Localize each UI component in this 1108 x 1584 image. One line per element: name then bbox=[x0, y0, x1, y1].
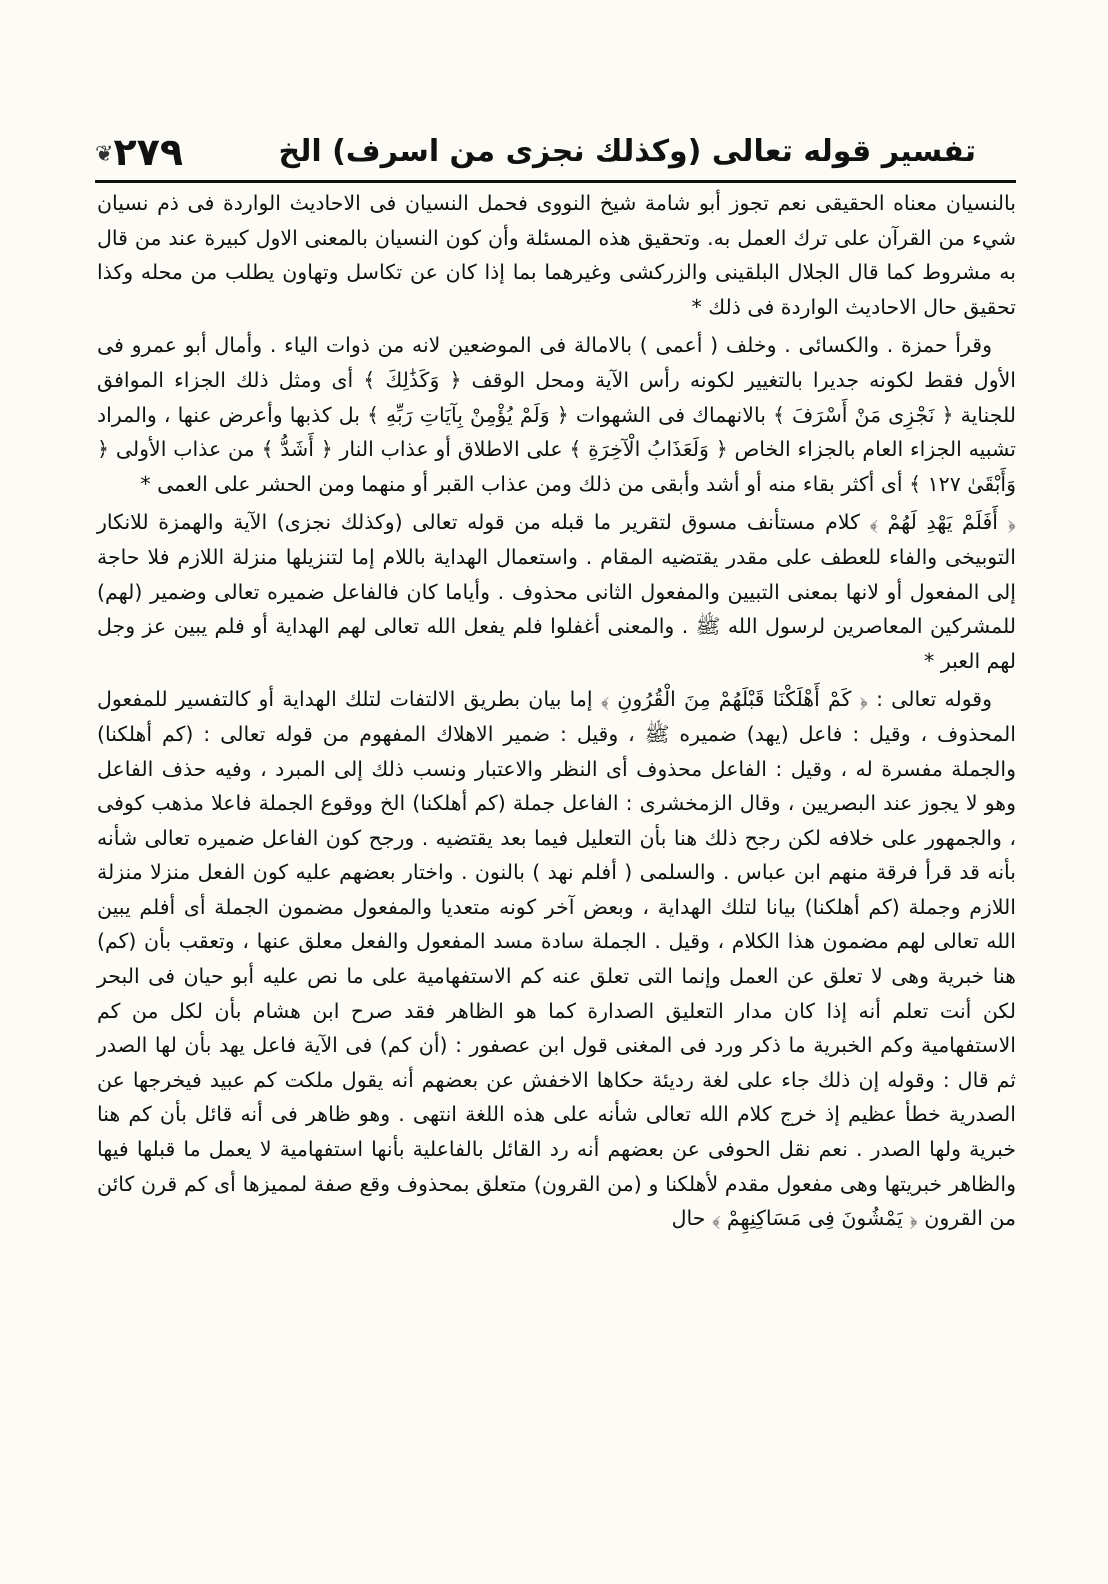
paragraph: بالنسيان معناه الحقيقى نعم تجوز أبو شامة شيخ النووى فحمل النسيان فى الاحاديث الواردة فى ذم نسيان شيء من القرآن على ترك العمل به. وتحقيق هذه المسئلة وأن كون النسيان بالمعنى الاول كبيرة عند من قال به مشروط كما قال الجلال البلقينى والزركشى وغيرهما بما إذا كان عن تكاسل وتهاون يطلب من محله وكذا تحقيق حال الاحاديث الواردة فى ذلك * bbox=[97, 191, 1016, 319]
paragraph: ﴿ أَفَلَمْ يَهْدِ لَهُمْ ﴾ كلام مستأنف مسوق لتقرير ما قبله من قوله تعالى (وكذلك نجزى) الآية والهمزة للانكار التوبيخى والفاء للعطف على مقدر يقتضيه المقام . واستعمال الهداية باللام إما لتنزيلها منزلة اللازم فلا حاجة إلى المفعول أو لانها بمعنى التبيين والمفعول الثانى محذوف . وأياما كان فالفاعل ضميره تعالى وضمير (لهم) للمشركين المعاصرين لرسول الله ﷺ . والمعنى أغفلوا فلم يفعل الله تعالى لهم الهداية أو فلم يبين عز وجل لهم العبر * bbox=[97, 510, 1016, 673]
page-number: ٢٧٩ bbox=[113, 130, 184, 174]
page-header bbox=[95, 128, 1016, 182]
ornament-icon: ❦ bbox=[95, 142, 114, 167]
body-text bbox=[97, 186, 1016, 1236]
paragraph: وقرأ حمزة . والكسائى . وخلف ( أعمى ) بالامالة فى الموضعين لانه من ذوات الياء . وأمال أبو عمرو فى الأول فقط لكونه جديرا بالتغيير لكونه رأس الآية ومحل الوقف ﴿ وَكَذَٰلِكَ ﴾ أى ومثل ذلك الجزاء الموافق للجناية ﴿ نَجْزِى مَنْ أَسْرَفَ ﴾ بالانهماك فى الشهوات ﴿ وَلَمْ يُؤْمِنْ بِآيَاتِ رَبِّهِ ﴾ بل كذبها وأعرض عنها ، والمراد تشبيه الجزاء العام بالجزاء الخاص ﴿ وَلَعَذَابُ الْآخِرَةِ ﴾ على الاطلاق أو عذاب النار ﴿ أَشَدُّ ﴾ من عذاب الأولى ﴿ وَأَبْقَىٰ ١٢٧ ﴾ أى أكثر بقاء منه أو أشد وأبقى من ذلك ومن عذاب القبر أو منهما ومن الحشر على العمى * bbox=[97, 333, 1016, 496]
running-title: تفسير قوله تعالى (وكذلك نجزى من اسرف) الخ bbox=[278, 134, 976, 169]
paragraph: وقوله تعالى : ﴿ كَمْ أَهْلَكْنَا قَبْلَهُمْ مِنَ الْقُرُونِ ﴾ إما بيان بطريق الالتفات لتلك الهداية أو كالتفسير للمفعول المحذوف ، وقيل : فاعل (يهد) ضميره ﷺ ، وقيل : ضمير الاهلاك المفهوم من قوله تعالى : (كم أهلكنا) والجملة مفسرة له ، وقيل : الفاعل محذوف أى النظر والاعتبار ونسب ذلك إلى المبرد ، وفيه حذف الفاعل وهو لا يجوز عند البصريين ، وقال الزمخشرى : الفاعل جملة (كم أهلكنا) الخ ووقوع الجملة فاعلا مذهب كوفى ، والجمهور على خلافه لكن رجح ذلك هنا بأن التعليل فيما بعد يقتضيه . ورجح كون الفاعل ضميره تعالى شأنه بأنه قد قرأ فرقة منهم ابن عباس . والسلمى ( أفلم نهد ) بالنون . واختار بعضهم عليه كون الفعل منزلا منزلة اللازم وجملة (كم أهلكنا) بيانا لتلك الهداية ، وبعض آخر كونه متعديا والمفعول مضمون الجملة أى أفلم يبين الله تعالى لهم مضمون هذا الكلام ، وقيل . الجملة سادة مسد المفعول والفعل معلق عنها ، وتعقب بأن (كم) هنا خبرية وهى لا تعلق عن العمل وإنما التى تعلق عنه كم الاستفهامية على ما نص عليه أبو حيان فى البحر لكن أنت تعلم أنه إذا كان مدار التعليق الصدارة كما هو الظاهر فقد صرح ابن هشام بأن لكل من كم الاستفهامية وكم الخبرية ما ذكر ورد فى المغنى قول ابن عصفور : (أن كم) فى الآية فاعل يهد بأن لها الصدر ثم قال : وقوله إن ذلك جاء على لغة رديئة حكاها الاخفش عن بعضهم أنه يقول ملكت كم عبيد فيخرجها عن الصدرية خطأ عظيم إذ خرج كلام الله تعالى شأنه على هذه اللغة انتهى . وهو ظاهر فى أنه قائل بأن كم هنا خبرية ولها الصدر . نعم نقل الحوفى عن بعضهم أنه رد القائل بالفاعلية بأنها استفهامية لا يعمل ما قبلها فيها والظاهر خبريتها وهى مفعول مقدم لأهلكنا و (من القرون) متعلق بمحذوف وقع صفة لمميزها أى كم قرن كائن من القرون ﴿ يَمْشُونَ فِى مَسَاكِنِهِمْ ﴾ حال bbox=[97, 687, 1016, 1231]
header-rule bbox=[95, 180, 1016, 183]
page-number-block bbox=[95, 130, 183, 174]
